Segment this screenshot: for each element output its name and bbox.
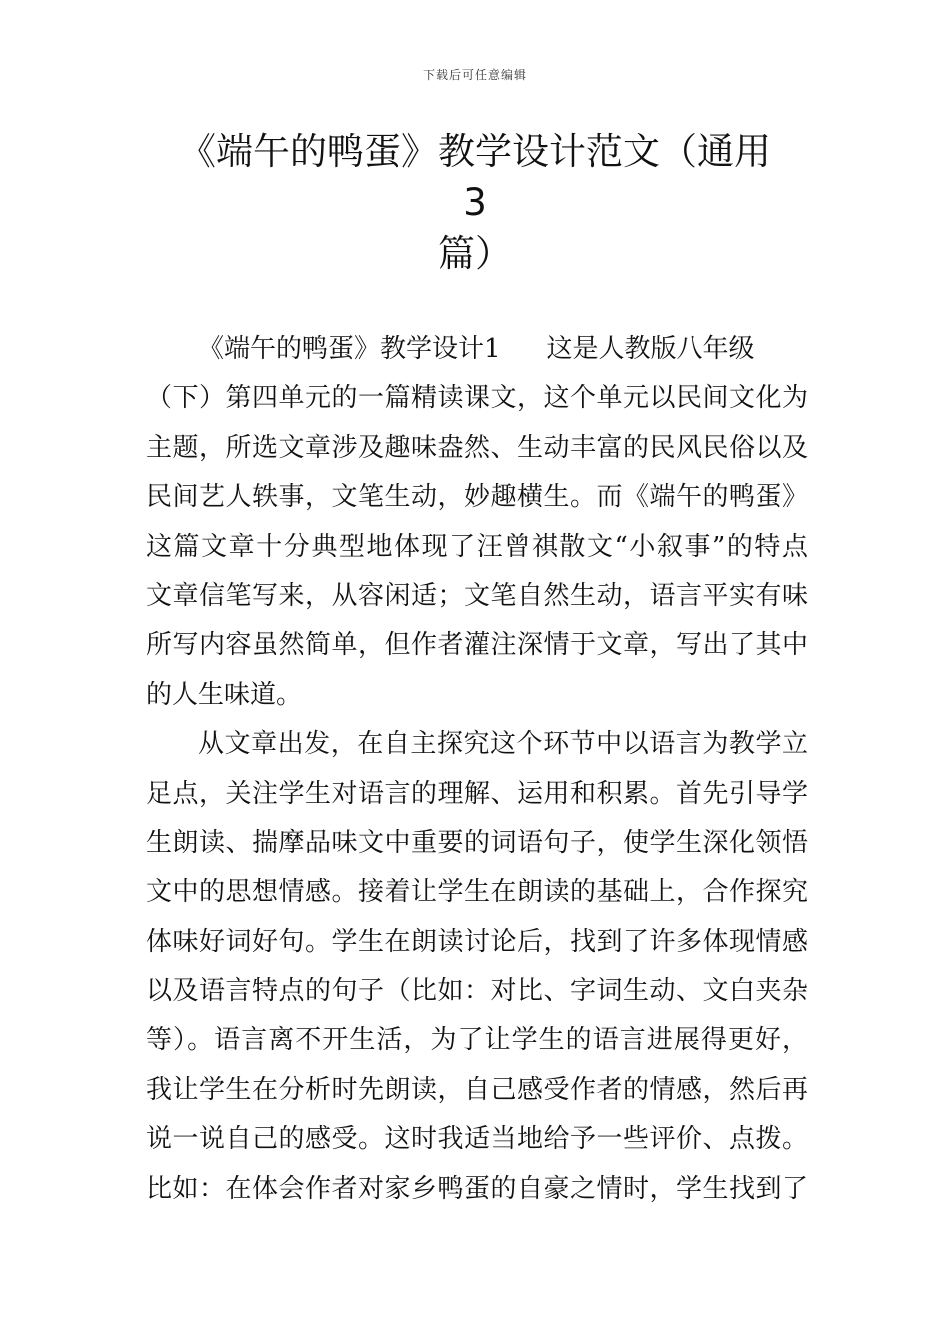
paragraph-2-line: 我让学生在分析时先朗读，自己感受作者的情感，然后再 bbox=[146, 1074, 808, 1105]
paragraph-1-line: 主题，所选文章涉及趣味盎然、生动丰富的民风民俗以及 bbox=[146, 432, 808, 463]
paragraph-2-line: 比如：在体会作者对家乡鸭蛋的自豪之情时，学生找到了 bbox=[146, 1173, 808, 1204]
paragraph-1-line: （下）第四单元的一篇精读课文，这个单元以民间文化为 bbox=[146, 383, 808, 414]
paragraph-1-line: 民间艺人轶事，文笔生动，妙趣横生。而《端午的鸭蛋》 bbox=[146, 482, 808, 513]
paragraph-1-line: 的人生味道。 bbox=[146, 679, 303, 710]
paragraph-2-line: 以及语言特点的句子（比如：对比、字词生动、文白夹杂 bbox=[146, 976, 808, 1007]
paragraph-2-line: 从文章出发，在自主探究这个环节中以语言为教学立 bbox=[198, 729, 808, 760]
document-body bbox=[146, 325, 808, 1214]
title-line-1: 《端午的鸭蛋》教学设计范文（通用3 bbox=[179, 130, 771, 224]
paragraph-1-line: 所写内容虽然简单，但作者灌注深情于文章，写出了其中 bbox=[146, 630, 808, 661]
title-line-2: 篇） bbox=[438, 232, 512, 275]
paragraph-2-line: 文中的思想情感。接着让学生在朗读的基础上，合作探究 bbox=[146, 877, 808, 908]
paragraph-1-line: 《端午的鸭蛋》教学设计1 这是人教版八年级 bbox=[198, 334, 755, 364]
paragraph-2-line: 生朗读、揣摩品味文中重要的词语句子，使学生深化领悟 bbox=[146, 827, 808, 858]
paragraph-2-line: 体味好词好句。学生在朗读讨论后，找到了许多体现情感 bbox=[146, 926, 808, 957]
paragraph-2-line: 足点，关注学生对语言的理解、运用和积累。首先引导学 bbox=[146, 778, 808, 809]
paragraph-1-line: 文章信笔写来，从容闲适；文笔自然生动，语言平实有味 bbox=[146, 580, 808, 611]
paragraph-1-line: 这篇文章十分典型地体现了汪曾祺散文“小叙事”的特点 bbox=[146, 531, 808, 562]
header-note: 下载后可任意编辑 bbox=[422, 68, 527, 82]
paragraph-2-line: 说一说自己的感受。这时我适当地给予一些评价、点拨。 bbox=[146, 1124, 808, 1155]
section-heading: 《端午的鸭蛋》教学设计1 bbox=[198, 334, 501, 364]
document-title bbox=[170, 126, 780, 279]
paragraph-2-line: 等）。语言离不开生活，为了让学生的语言进展得更好， bbox=[146, 1025, 808, 1056]
